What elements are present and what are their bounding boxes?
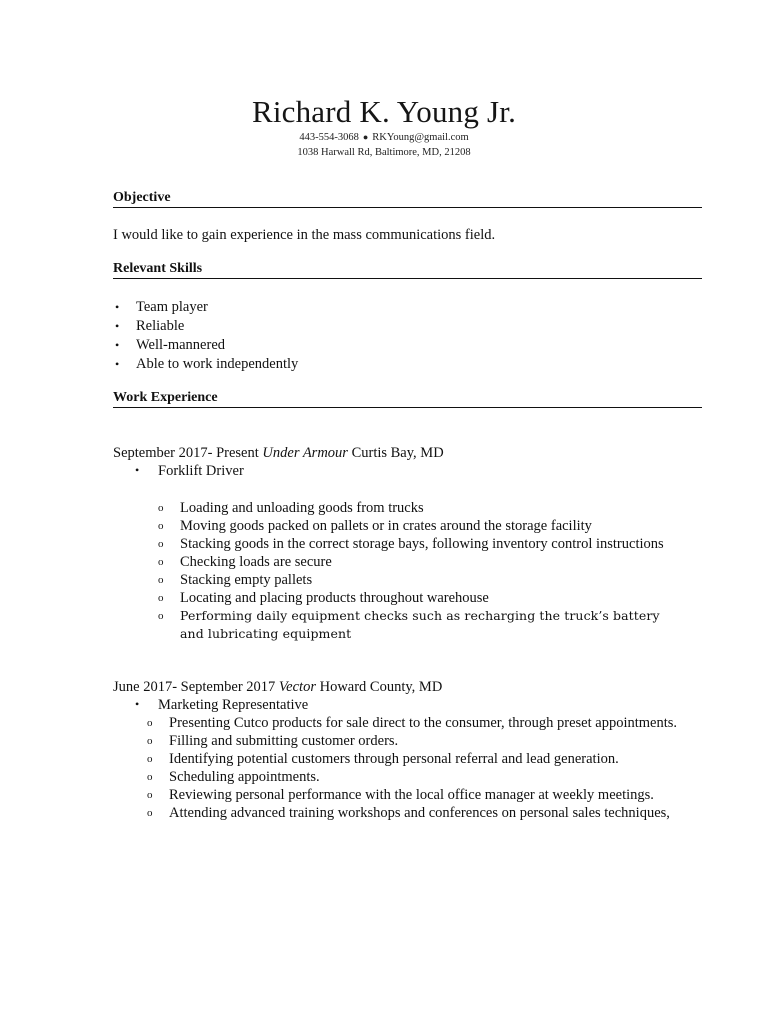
sub-bullet-icon: o	[158, 556, 164, 568]
sub-bullet-icon: o	[158, 502, 164, 514]
job-header	[113, 445, 444, 462]
list-item: o Filling and submitting customer orders.	[147, 733, 399, 749]
bullet-icon: •	[115, 338, 120, 352]
job-duties-list	[158, 499, 678, 643]
list-item: o Stacking goods in the correct storage bays, following inventory control instructions	[158, 536, 664, 552]
list-item: • Team player	[115, 299, 208, 315]
bullet-icon: •	[115, 300, 120, 314]
job-header	[113, 679, 442, 696]
sub-bullet-icon: o	[147, 717, 153, 729]
list-item: o Scheduling appointments.	[147, 769, 320, 785]
list-item: o Checking loads are secure	[158, 554, 332, 570]
resume-name: Richard K. Young Jr.	[251, 94, 517, 129]
bullet-icon: •	[115, 357, 120, 371]
objective-text: I would like to gain experience in the mass communications field.	[113, 227, 496, 243]
sub-bullet-icon: o	[158, 610, 164, 622]
sub-bullet-icon: o	[147, 789, 153, 801]
list-item: o Loading and unloading goods from trucks	[158, 500, 424, 516]
list-item: o Attending advanced training workshops and conferences on personal sales techniques,	[147, 805, 670, 821]
sub-bullet-icon: o	[147, 753, 153, 765]
list-item: • Able to work independently	[115, 356, 299, 372]
skills-list	[113, 298, 298, 374]
list-item: o Presenting Cutco products for sale direct to the consumer, through preset appointments.	[147, 715, 678, 731]
job-dates: September 2017- Present	[113, 445, 263, 461]
list-item: • Reliable	[115, 318, 185, 334]
address-line: 1038 Harwall Rd, Baltimore, MD, 21208	[297, 147, 471, 158]
separator-dot: ●	[362, 132, 369, 142]
email-address: RKYoung@gmail.com	[372, 132, 469, 143]
sub-bullet-icon: o	[158, 574, 164, 586]
job-role: • Marketing Representative	[135, 697, 309, 713]
job-company: Under Armour	[262, 445, 348, 461]
bullet-icon: •	[115, 319, 120, 333]
phone-number: 443-554-3068	[299, 132, 359, 143]
objective-heading: Objective	[113, 190, 702, 208]
bullet-icon: •	[135, 463, 140, 477]
bullet-icon: •	[135, 697, 140, 711]
sub-bullet-icon: o	[147, 735, 153, 747]
contact-line	[0, 132, 768, 143]
job-location: Howard County, MD	[315, 679, 443, 695]
job-location: Curtis Bay, MD	[347, 445, 444, 461]
list-item: o Stacking empty pallets	[158, 572, 313, 588]
list-item: o Performing daily equipment checks such as recharging the truck’s battery and lubricating equipment	[158, 608, 660, 641]
sub-bullet-icon: o	[158, 538, 164, 550]
work-experience-heading: Work Experience	[113, 390, 702, 408]
list-item: o Locating and placing products throughout warehouse	[158, 590, 489, 606]
sub-bullet-icon: o	[158, 520, 164, 532]
skills-heading: Relevant Skills	[113, 261, 702, 279]
list-item: o Identifying potential customers through personal referral and lead generation.	[147, 751, 619, 767]
list-item: o Reviewing personal performance with the local office manager at weekly meetings.	[147, 787, 654, 803]
job-dates: June 2017- September 2017	[113, 679, 279, 695]
list-item: o Moving goods packed on pallets or in crates around the storage facility	[158, 518, 592, 534]
sub-bullet-icon: o	[147, 807, 153, 819]
sub-bullet-icon: o	[147, 771, 153, 783]
list-item: • Well-mannered	[115, 337, 226, 353]
job-role: • Forklift Driver	[135, 463, 244, 479]
sub-bullet-icon: o	[158, 592, 164, 604]
job-duties-list	[147, 714, 707, 822]
job-company: Vector	[278, 679, 316, 695]
